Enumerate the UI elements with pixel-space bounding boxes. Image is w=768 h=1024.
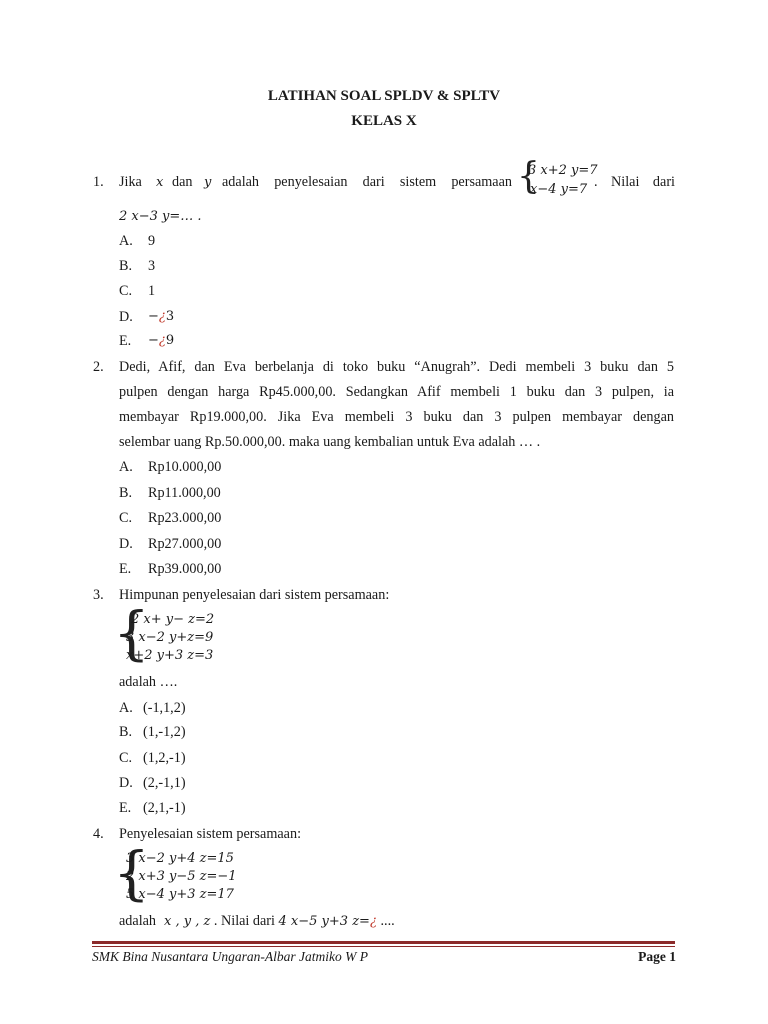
question-3-option-b-letter: B. [119,724,133,740]
question-3-option-e-letter: E. [119,800,132,816]
question-1-text-mid: adalah penyelesaian dari sistem persamaan [222,174,512,190]
question-4-eq3: 5 x−4 y+3 z=17 [126,887,234,902]
footer-page-number: Page 1 [638,949,676,964]
question-3-after: adalah …. [119,674,178,690]
question-2-line-2: pulpen dengan harga Rp45.000,00. Sedangkan Afif membeli 1 buku dan 3 pulpen, ia [119,384,674,400]
question-3-option-a-letter: A. [119,700,133,716]
question-1-option-d-letter: D. [119,309,133,325]
question-2-line-1: Dedi, Afif, dan Eva berbelanja di toko buku “Anugrah”. Dedi membeli 3 buku dan 5 [119,359,674,375]
question-1-number: 1. [93,174,104,190]
question-4-system-brace: { [113,839,150,907]
question-4-text: Penyelesaian sistem persamaan: [119,826,302,842]
question-1-system-brace: { [517,156,540,197]
question-3-text: Himpunan penyelesaian dari sistem persamaan: [119,587,390,603]
question-1-text-after: . Nilai dari [594,174,675,190]
question-4-number: 4. [93,826,104,842]
question-3-option-a: (-1,1,2) [143,700,186,716]
question-3-option-c-letter: C. [119,750,133,766]
question-2-option-e: Rp39.000,00 [148,561,222,577]
question-1-text-before: Jika [119,174,142,190]
question-3-eq3: x+2 y+3 z=3 [126,648,214,663]
question-3-option-e: (2,1,-1) [143,800,186,816]
question-3-option-b: (1,-1,2) [143,724,186,740]
document-subtitle: KELAS X [351,113,417,129]
question-1-expression: 2 x−3 y=… . [119,209,202,224]
question-2-line-3: membayar Rp19.000,00. Jika Eva membeli 3 buku dan 3 pulpen membayar dengan [119,409,674,425]
footer-divider-thin [92,946,675,947]
question-2-option-c: Rp23.000,00 [148,510,222,526]
question-4-after: adalah x , y , z . Nilai dari 4 x−5 y+3 z=¿ .... [119,913,395,929]
question-3-option-d-letter: D. [119,775,133,791]
question-1-eq1: 3 x+2 y=7 [528,163,598,178]
question-1-option-c: 1 [148,283,156,299]
question-1-option-e: −¿9 [148,333,175,348]
question-1-dan: dan [172,174,193,190]
footer-divider-thick [92,941,675,944]
question-2-option-d-letter: D. [119,536,133,552]
question-2-option-a-letter: A. [119,459,133,475]
question-2-option-b-letter: B. [119,485,133,501]
question-1-option-e-letter: E. [119,333,132,349]
question-3-eq2: 3 x−2 y+z=9 [126,630,214,645]
question-1-var-y: y [204,175,212,190]
question-1-option-b: 3 [148,258,156,274]
question-3-system-brace: { [113,599,150,667]
question-1-eq2: x−4 y=7 [530,182,588,197]
footer-author: SMK Bina Nusantara Ungaran-Albar Jatmiko W P [92,949,368,964]
question-1-option-d: −¿3 [148,309,175,324]
document-title: LATIHAN SOAL SPLDV & SPLTV [267,88,501,104]
question-1-option-b-letter: B. [119,258,133,274]
question-3-eq1: 2 x+ y− z=2 [131,612,215,627]
question-1-option-c-letter: C. [119,283,133,299]
question-2-option-c-letter: C. [119,510,133,526]
question-2-option-e-letter: E. [119,561,132,577]
question-1-option-a-letter: A. [119,233,133,249]
question-3-number: 3. [93,587,104,603]
question-3-option-c: (1,2,-1) [143,750,186,766]
question-1-var-x: x [156,175,164,190]
question-2-option-a: Rp10.000,00 [148,459,222,475]
question-1-option-a: 9 [148,233,156,249]
question-3-option-d: (2,-1,1) [143,775,186,791]
question-2-option-d: Rp27.000,00 [148,536,222,552]
question-2-option-b: Rp11.000,00 [148,485,221,501]
question-2-number: 2. [93,359,104,375]
question-4-eq2: 2 x+3 y−5 z=−1 [126,869,237,884]
question-4-eq1: 3 x−2 y+4 z=15 [126,851,234,866]
question-2-line-4: selembar uang Rp.50.000,00. maka uang kembalian untuk Eva adalah … . [119,434,541,450]
